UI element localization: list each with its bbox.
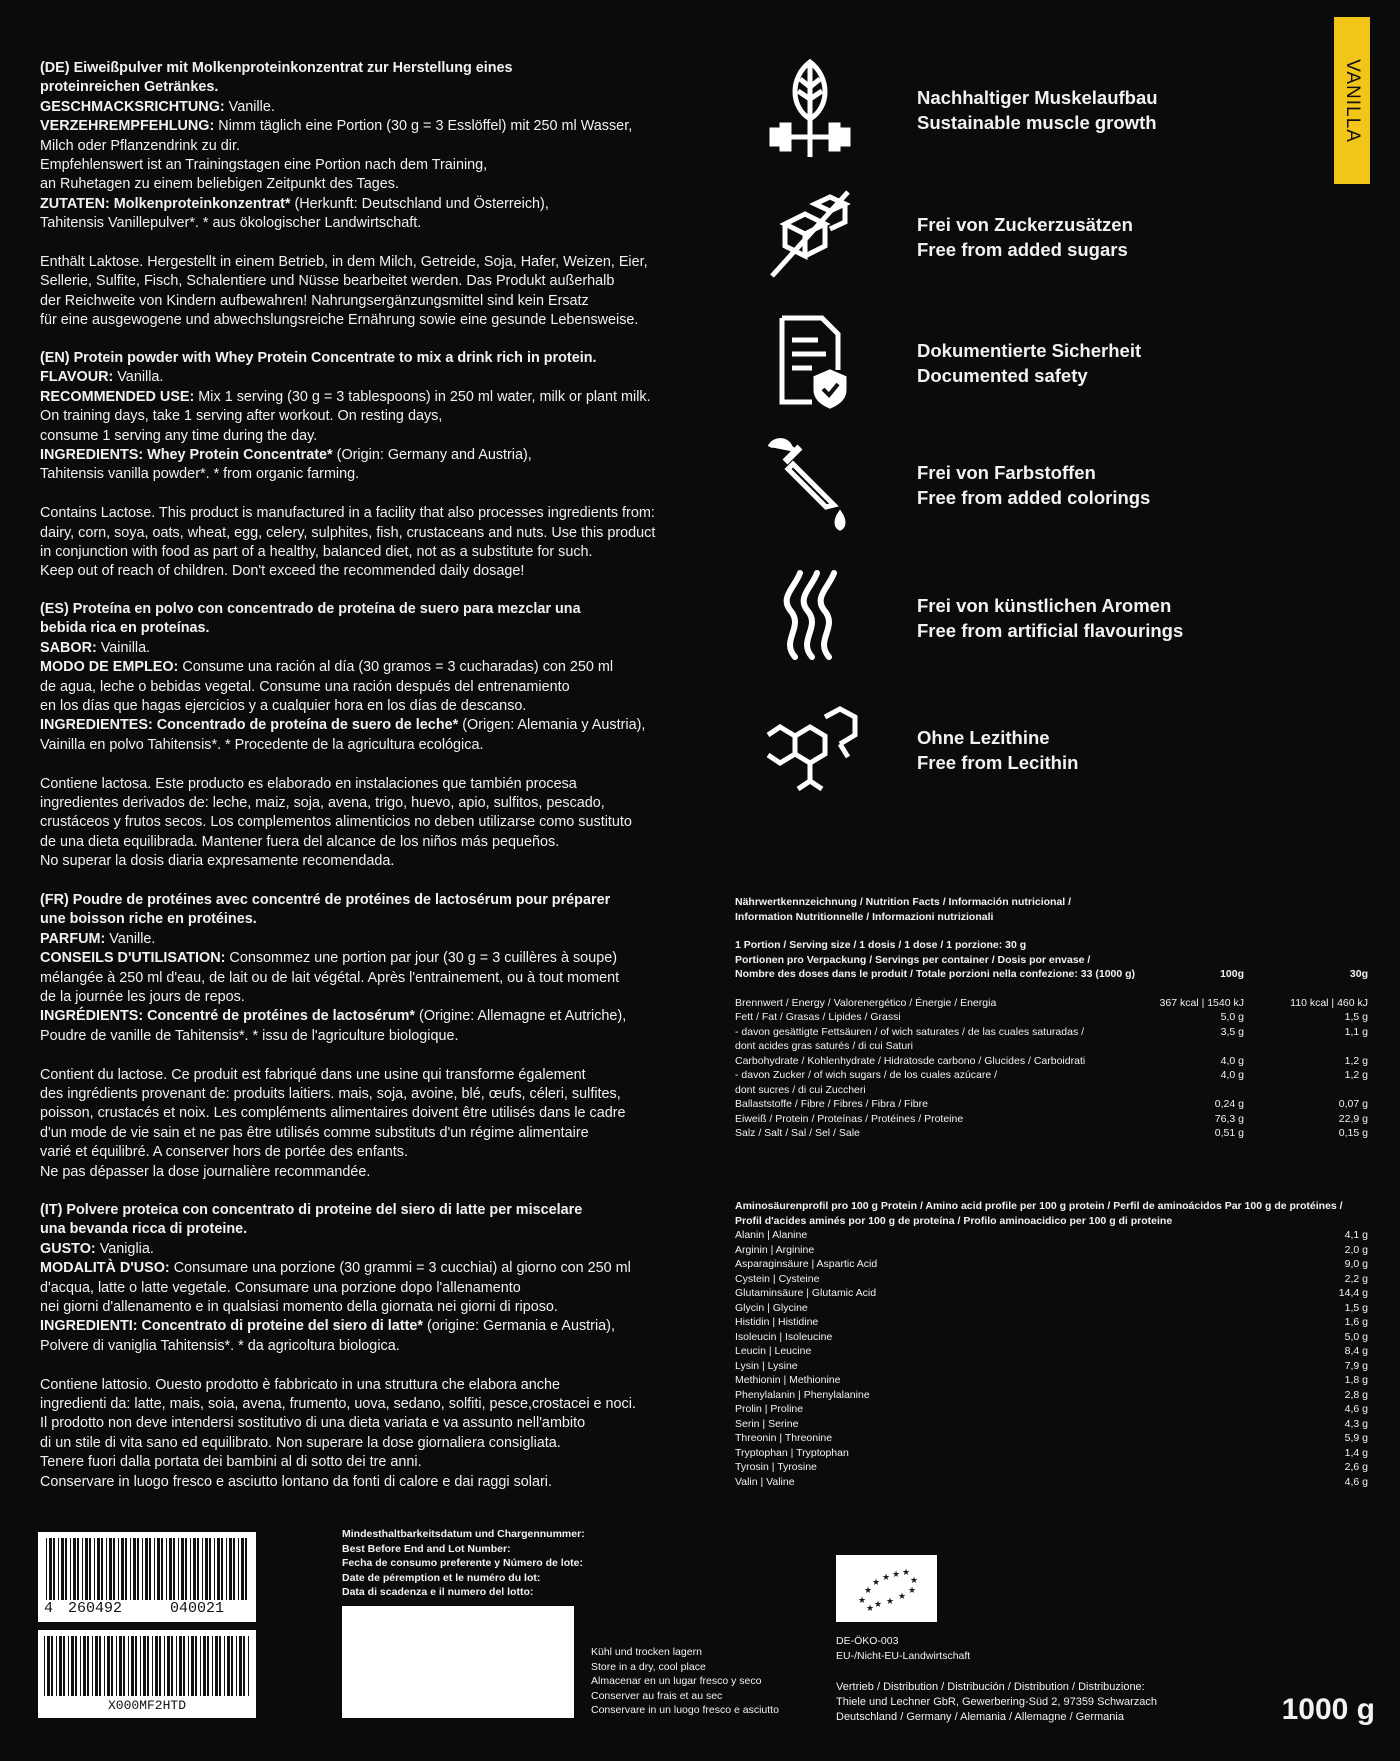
svg-text:★: ★ [892,1570,901,1580]
fr-ing-1: (Origine: Allemagne et Autriche), [415,1008,627,1025]
feature-no-flavourings [760,565,1320,665]
it-warn-4: di un stile di vita sano ed equilibrato. Non superare la dose giornaliera consigliata. [40,1434,561,1451]
de-warn-1: Enthält Laktose. Hergestellt in einem Betrieb, in dem Milch, Getreide, Soja, Hafer, Weizen, Eier, [40,254,648,271]
it-warn-1: Contiene lattosio. Ouesto prodotto è fabbricato in una struttura che elabora anche [40,1376,560,1393]
en-warn-1: Contains Lactose. This product is manufactured in a facility that also processes ingredients from: [40,505,655,522]
distribution-line-3: Deutschland / Germany / Alemania / Allemagne / Germania [836,1711,1124,1723]
it-warn-6: Conservare in luogo fresco e asciutto lontano da fonti di calore e dai raggi solari. [40,1473,552,1490]
storage-line-1: Kühl und trocken lagern [591,1646,702,1658]
en-use-2: On training days, take 1 serving after workout. On resting days, [40,408,443,425]
section-it [40,1201,700,1492]
feature-4-en: Free from added colorings [917,487,1151,508]
storage-line-3: Almacenar en un lugar fresco y seco [591,1675,762,1687]
de-title-2: proteinreichen Getränkes. [40,79,219,96]
flavour-tab [1334,17,1370,184]
storage-block [591,1645,821,1718]
es-flavour: Vainilla. [96,639,151,656]
fr-warn-2: des ingrédients provenant de: produits laitiers. mais, soja, avoine, blé, œufs, céleri, sulfites, [40,1086,621,1103]
en-flavour-label: FLAVOUR: [40,369,114,386]
es-warn-1: Contiene lactosa. Este producto es elaborado en instalaciones que también procesa [40,775,577,792]
es-flavour-label: SABOR: [40,639,97,656]
es-ing-label: INGREDIENTES: Concentrado de proteína de suero de leche* [40,717,459,734]
pipette-icon [760,432,860,532]
en-flavour: Vanilla. [113,369,164,386]
es-warn-4: de una dieta equilibrada. Mantener fuera del alcance de los niños más pequeños. [40,833,560,850]
de-flavour: Vanille. [224,98,275,115]
fr-ing-label: INGRÉDIENTS: Concentré de protéines de lactosérum* [40,1008,416,1025]
fr-title-1: (FR) Poudre de protéines avec concentré de protéines de lactosérum pour préparer [40,892,611,908]
flavour-tab-label: VANILLA [1342,58,1363,143]
distribution-line-1: Vertrieb / Distribution / Distribución / Distribution / Distribuzione: [836,1681,1145,1693]
de-ing-label: ZUTATEN: Molkenproteinkonzentrat* [40,195,291,212]
es-ing-1: (Origen: Alemania y Austria), [458,717,646,734]
de-warn-2: Sellerie, Sulfite, Fisch, Schalentiere und Nüsse bearbeitet werden. Das Produkt außerhalb [40,273,615,290]
svg-text:★: ★ [902,1568,911,1578]
section-fr [40,891,700,1182]
feature-3-de: Dokumentierte Sicherheit [917,340,1142,361]
es-title-1: (ES) Proteína en polvo con concentrado de proteína de suero para mezclar una [40,601,581,617]
nutrition-heading-2: Information Nutritionnelle / Informazioni nutrizionali [735,910,994,923]
serving-size: 1 Portion / Serving size / 1 dosis / 1 dose / 1 porzione: 30 g [735,939,1027,951]
fr-title-2: une boisson riche en protéines. [40,911,257,928]
svg-text:★: ★ [872,1578,881,1588]
it-ing-1: (origine: Germania e Austria), [423,1318,615,1335]
distribution-block [836,1680,1236,1725]
en-ing-1: (Origin: Germany and Austria), [332,447,532,464]
de-use-4: an Ruhetagen zu einem beliebigen Zeitpunkt des Tages. [40,176,399,193]
de-use-label: VERZEHREMPFEHLUNG: [40,118,215,135]
fr-flavour: Vanille. [105,930,156,947]
de-title-1: (DE) Eiweißpulver mit Molkenproteinkonzentrat zur Herstellung eines [40,60,513,76]
it-warn-2: ingredienti da: latte, mais, soia, avena, frumento, uova, sedano, solfiti, pesce,crostacei e noci. [40,1396,636,1413]
ean-digits-3: 040021 [170,1600,225,1617]
ean-barcode [38,1532,256,1622]
lot-number-field [342,1606,574,1718]
fr-warn-4: d'un mode de vie sain et ne pas être utilisés comme substituts d'un régime alimentaire [40,1124,589,1141]
storage-line-5: Conservare in un luogo fresco e asciutto [591,1704,779,1716]
fr-warn-6: Ne pas dépasser la dose journalière recommandée. [40,1163,371,1180]
net-weight: 1000 g [1281,1693,1375,1726]
en-warn-4: Keep out of reach of children. Don't exceed the recommended daily dosage! [40,563,525,580]
svg-text:★: ★ [882,1573,891,1583]
es-use-3: en los días que hagas ejercicios y a cualquier hora en los días de descanso. [40,698,527,715]
feature-1-de: Nachhaltiger Muskelaufbau [917,87,1158,108]
es-ing-2: Vainilla en polvo Tahitensis*. * Procedente de la agricultura ecológica. [40,736,484,753]
barcode-bars-icon [44,1636,250,1696]
svg-text:★: ★ [898,1592,907,1602]
it-use-1: Consumare una porzione (30 grammi = 3 cucchiai) al giorno con 250 ml [169,1260,631,1277]
feature-1-en: Sustainable muscle growth [917,112,1157,133]
feature-safety [760,310,1320,410]
servings-per-container-2: Nombre des doses dans le produit / Totale porzioni nella confezione: 33 (1000 g) [735,968,1136,980]
es-warn-5: No superar la dosis diaria expresamente recomendada. [40,853,395,870]
column-30g: 30g [1349,968,1368,980]
fr-use-3: de la journée les jours de repos. [40,989,245,1006]
de-flavour-label: GESCHMACKSRICHTUNG: [40,98,225,115]
eco-origin: EU-/Nicht-EU-Landwirtschaft [836,1649,971,1662]
ean-digit-1: 4 [44,1600,54,1617]
fr-use-2: mélangée à 250 ml d'eau, de lait ou de lait végétal. Après l'entrainement, ou à tout moment [40,969,620,986]
svg-text:★: ★ [886,1597,895,1607]
it-ing-label: INGREDIENTI: Concentrato di proteine del siero di latte* [40,1318,423,1335]
feature-no-colorings [760,432,1320,532]
storage-line-4: Conserver au frais et au sec [591,1689,723,1702]
column-100g: 100g [1220,968,1244,980]
document-shield-icon [760,310,860,410]
no-sugar-cubes-icon [760,184,860,284]
fnsku-barcode [38,1630,256,1718]
svg-text:★: ★ [910,1576,919,1586]
ean-digits-2: 260492 [68,1600,123,1617]
distribution-line-2: Thiele und Lechner GbR, Gewerbering-Süd 2, 97359 Schwarzach [836,1696,1158,1708]
molecule-icon [760,697,860,797]
en-warn-3: in conjunction with food as part of a healthy, balanced diet, not as a substitute for such. [40,544,593,561]
en-title-1: (EN) Protein powder with Whey Protein Concentrate to mix a drink rich in protein. [40,350,597,366]
es-use-1: Consume una ración al día (30 gramos = 3 cucharadas) con 250 ml [178,659,614,676]
eco-control-code: DE-ÖKO-003 [836,1635,899,1647]
feature-no-lecithin [760,697,1320,797]
en-ing-2: Tahitensis vanilla powder*. * from organic farming. [40,466,360,483]
bbe-line-2: Best Before End and Lot Number: [342,1542,511,1555]
feature-4-de: Frei von Farbstoffen [917,462,1096,483]
en-warn-2: dairy, corn, soya, oats, wheat, egg, celery, sulphites, fish, crustaceans and nuts. Use this product [40,524,656,541]
it-flavour-label: GUSTO: [40,1240,96,1257]
de-warn-3: der Reichweite von Kindern aufbewahren! Nahrungsergänzungsmittel sind kein Ersatz [40,292,589,309]
eu-leaf-stars-icon [836,1555,937,1622]
de-use-1: Nimm täglich eine Portion (30 g = 3 Esslöffel) mit 250 ml Wasser, [214,118,633,135]
dumbbell-leaf-icon [760,57,860,157]
nutrition-rows: Brennwert / Energy / Valorenergético / Énergie / Energia 367 kcal | 1540 kJ 110 kcal | 460 kJ Fett / Fat / Grasas / Lipides / Grassi 5,0 g 1,5 g - davon gesättigte Fettsäuren / of wich saturates / de las cuales saturadas / 3,5 g 1,1 g dont acides gras saturés / di cui Saturi Carbohydrate / Kohlenhydrate / Hidratosde carbono / Glucides / Carboidrati 4,0 g 1,2 g - davon Zucker / of wich sugars / de los cuales azúcare / 4,0 g 1,2 g dont sucres / di cui Zuccheri Ballaststoffe / Fibre / Fibres / Fibra / Fibre 0,24 g 0,07 g Eiweiß / Protein / Proteínas / Protéines / Proteine 76,3 g 22,9 g Salz / Salt / Sal / Sel / Sale 0,51 g 0,15 g [735,996,1368,1139]
bbe-line-3: Fecha de consumo preferente y Número de lote: [342,1557,583,1569]
it-use-3: nei giorni d'allenamento e in qualsiasi momento della giornata nei giorni di riposo. [40,1299,558,1316]
de-warn-4: für eine ausgewogene und abwechslungsreiche Ernährung sowie eine gesunde Lebensweise. [40,312,639,329]
it-warn-3: Il prodotto non deve intendersi sostitutivo di una dieta variata e va assunto nell'ambito [40,1415,586,1432]
fr-warn-5: varié et équilibré. A conserver hors de portée des enfants. [40,1144,408,1161]
eco-control-block [836,1634,1136,1663]
feature-5-en: Free from artificial flavourings [917,620,1184,641]
eu-organic-logo [836,1555,937,1622]
fr-use-1: Consommez une portion par jour (30 g = 3 cuillères à soupe) [225,950,617,967]
servings-per-container-1: Portionen pro Verpackung / Servings per container / Dosis por envase / [735,953,1091,966]
best-before-block [342,1527,662,1600]
es-warn-2: ingredientes derivados de: leche, maiz, soja, avena, trigo, huevo, apio, sulfitos, pescado, [40,795,605,812]
it-ing-2: Polvere di vaniglia Tahitensis*. * da agricoltura biologica. [40,1337,400,1354]
it-flavour: Vaniglia. [95,1240,154,1257]
svg-text:★: ★ [866,1604,875,1614]
de-ing-1: (Herkunft: Deutschland und Österreich), [290,195,549,212]
nutrition-heading-1: Nährwertkennzeichnung / Nutrition Facts / Información nutricional / [735,896,1072,908]
amino-heading-2: Profil d'acides aminés por 100 g de proteína / Profilo aminoacidico per 100 g di proteine [735,1214,1173,1227]
section-en [40,349,700,582]
svg-text:★: ★ [908,1586,917,1596]
storage-line-2: Store in a dry, cool place [591,1660,706,1673]
de-use-2: Milch oder Pflanzendrink zu dir. [40,137,240,154]
de-use-3: Empfehlenswert ist an Trainingstagen eine Portion nach dem Training, [40,157,488,174]
amino-heading-1: Aminosäurenprofil pro 100 g Protein / Amino acid profile per 100 g protein / Perfil de aminoácidos Par 100 g de protéines / [735,1200,1343,1212]
svg-text:★: ★ [864,1586,873,1596]
bbe-line-5: Data di scadenza e il numero del lotto: [342,1586,534,1598]
de-ing-2: Tahitensis Vanillepulver*. * aus ökologischer Landwirtschaft. [40,215,422,232]
feature-no-sugar [760,184,1320,284]
amino-acid-profile [735,1199,1368,1499]
feature-5-de: Frei von künstlichen Aromen [917,595,1172,616]
it-use-label: MODALITÀ D'USO: [40,1260,170,1277]
en-use-3: consume 1 serving any time during the day. [40,427,318,444]
es-title-2: bebida rica en proteínas. [40,620,210,637]
fnsku-code: X000MF2HTD [107,1698,186,1713]
feature-muscle-growth [760,57,1320,157]
es-warn-3: crustáceos y frutos secos. Los complementos alimenticios no deben utilizarse como sustituto [40,814,632,831]
fr-warn-1: Contient du lactose. Ce produit est fabriqué dans une usine qui transforme également [40,1066,586,1083]
section-de [40,59,700,331]
it-warn-5: Tenere fuori dalla portata dei bambini al di sotto dei tre anni. [40,1454,422,1471]
bbe-line-4: Date de péremption et le numéro du lot: [342,1571,541,1584]
feature-6-en: Free from Lecithin [917,752,1079,773]
fr-use-label: CONSEILS D'UTILISATION: [40,950,226,967]
fr-flavour-label: PARFUM: [40,930,106,947]
it-title-2: una bevanda ricca di proteine. [40,1221,248,1238]
aroma-waves-icon [760,565,860,665]
it-use-2: d'acqua, latte o latte vegetale. Consumare una porzione dopo l'allenamento [40,1279,521,1296]
es-use-label: MODO DE EMPLEO: [40,659,179,676]
es-use-2: de agua, leche o bebidas vegetal. Consume una ración después del entrenamiento [40,678,570,695]
fr-ing-2: Poudre de vanille de Tahitensis*. * issu de l'agriculture biologique. [40,1027,459,1044]
en-use-1: Mix 1 serving (30 g = 3 tablespoons) in 250 ml water, milk or plant milk. [194,388,651,405]
bbe-line-1: Mindesthaltbarkeitsdatum und Chargennummer: [342,1528,585,1540]
svg-text:★: ★ [874,1600,883,1610]
en-use-label: RECOMMENDED USE: [40,388,195,405]
feature-2-en: Free from added sugars [917,239,1128,260]
feature-3-en: Documented safety [917,365,1088,386]
fr-warn-3: poisson, crustacés et noix. Les compléments alimentaires doivent être utilisés dans le cadre [40,1105,626,1122]
it-title-1: (IT) Polvere proteica con concentrato di proteine del siero di latte per miscelare [40,1202,583,1218]
nutrition-facts [735,895,1368,1145]
barcode-bars-icon [46,1538,248,1600]
feature-2-de: Frei von Zuckerzusätzen [917,214,1133,235]
feature-6-de: Ohne Lezithine [917,727,1050,748]
amino-rows: Alanin | Alanine 4,1 g Arginin | Arginine 2,0 g Asparaginsäure | Aspartic Acid 9,0 g Cystein | Cysteine 2,2 g Glutaminsäure | Glutamic Acid 14,4 g Glycin | Glycine 1,5 g Histidin | Histidine 1,6 g Isoleucin | Isoleucine 5,0 g Leucin | Leucine 8,4 g Lysin | Lysine 7,9 g Methionin | Methionine 1,8 g Phenylalanin | Phenylalanine 2,8 g Prolin | Proline 4,6 g Serin | Serine 4,3 g Threonin | Threonine 5,9 g Tryptophan | Tryptophan 1,4 g Tyrosin | Tyrosine 2,6 g Valin | Valine 4,6 g [735,1229,1368,1488]
en-ing-label: INGREDIENTS: Whey Protein Concentrate* [40,447,333,464]
svg-text:★: ★ [858,1596,867,1606]
section-es [40,600,700,872]
